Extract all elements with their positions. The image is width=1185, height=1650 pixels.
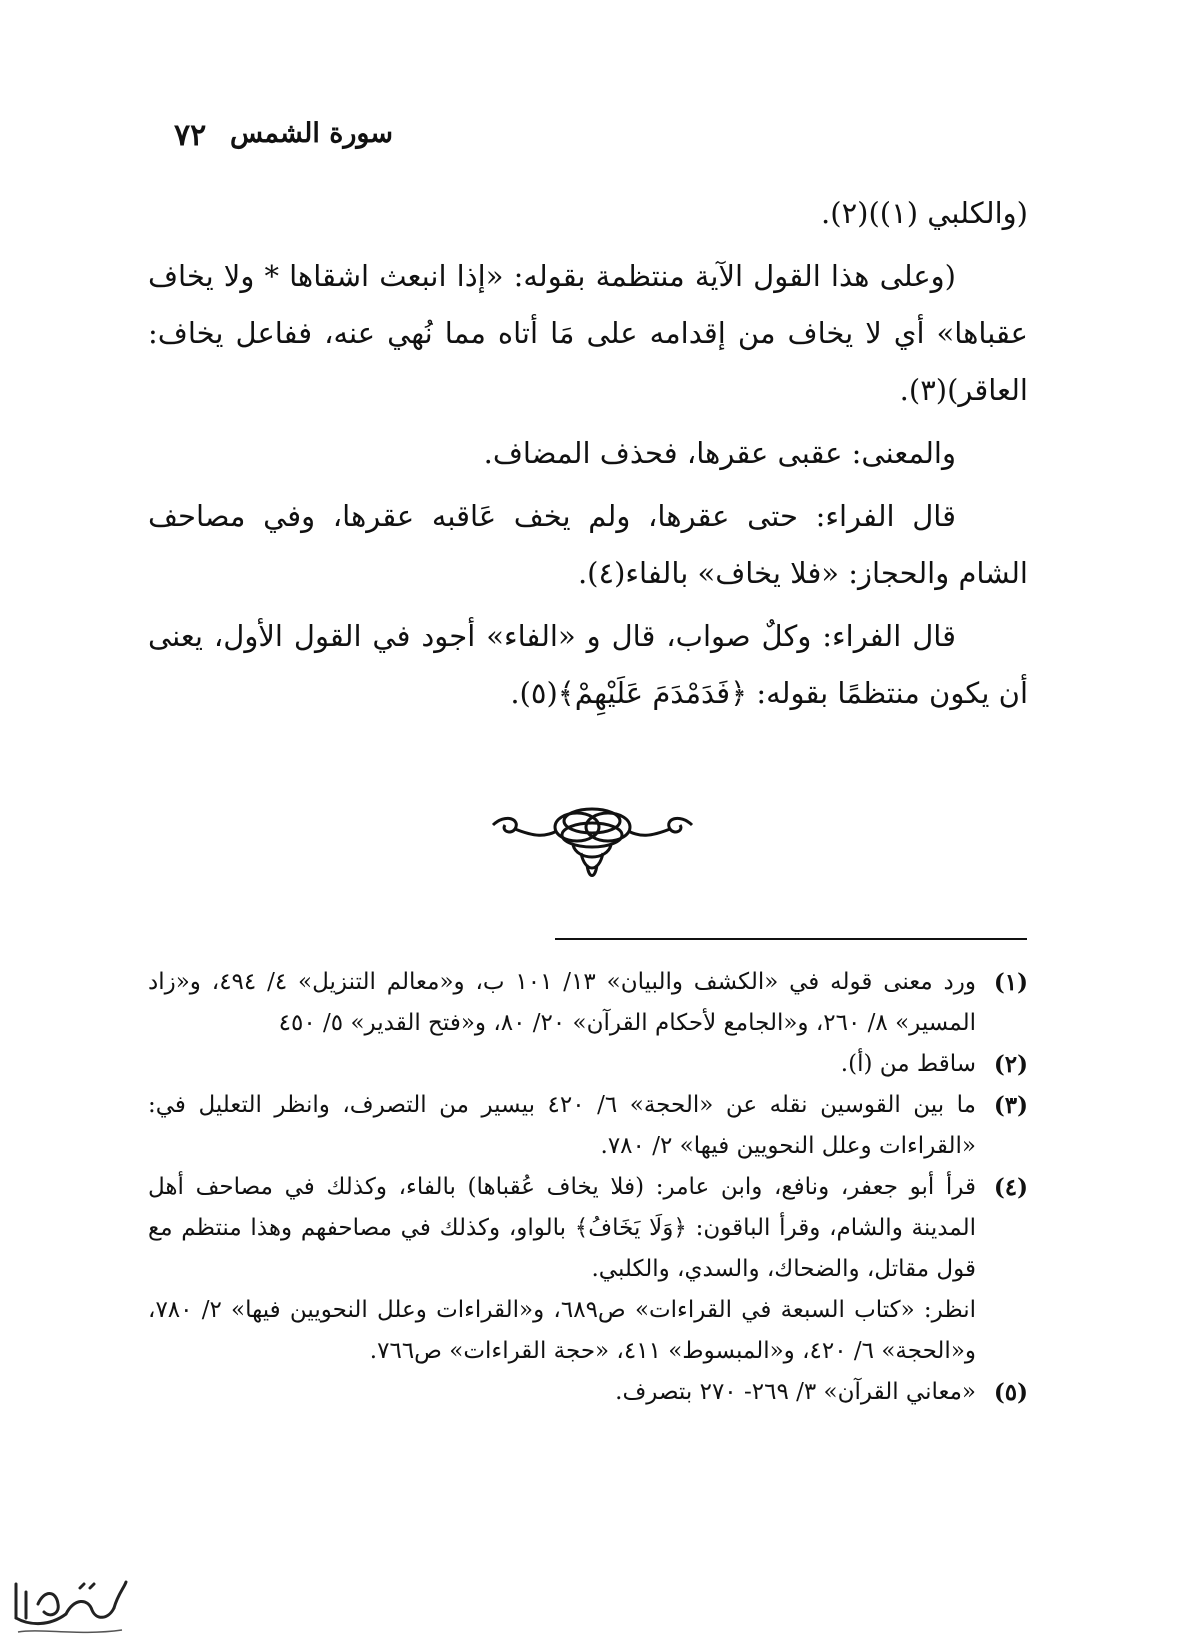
footnote-item	[148, 962, 1028, 1044]
footnote-text-block	[148, 1167, 976, 1372]
running-title: سورة الشمس	[230, 118, 394, 149]
footnote-text: ما بين القوسين نقله عن «الحجة» ٦/ ٤٢٠ بيسير من التصرف، وانظر التعليل في: «القراءات وعلل النحويين فيها» ٢/ ٧٨٠.	[148, 1092, 976, 1159]
footnote-number: (٥)	[993, 1379, 1028, 1406]
page-number: ٧٢	[174, 118, 207, 153]
paragraph: قال الفراء: حتى عقرها، ولم يخف عَاقبه عقرها، وفي مصاحف الشام والحجاز: «فلا يخاف» بالفاء(٤).	[148, 499, 1028, 590]
footnote-item	[148, 1044, 1028, 1085]
footnote-separator	[555, 938, 1027, 940]
paragraph: والمعنى: عقبى عقرها، فحذف المضاف.	[483, 436, 956, 470]
footnote-text: ورد معنى قوله في «الكشف والبيان» ١٣/ ١٠١ ب، و«معالم التنزيل» ٤/ ٤٩٤، و«زاد المسير» ٨/ ٢٦٠، و«الجامع لأحكام القرآن» ٢٠/ ٨٠، و«فتح القدير» ٥/ ٤٥٠	[148, 969, 977, 1036]
footnote-item	[148, 1085, 1028, 1167]
section-divider-ornament	[485, 795, 700, 885]
footnote-text: «معاني القرآن» ٣/ ٢٦٩- ٢٧٠ بتصرف.	[615, 1379, 976, 1405]
main-text	[148, 185, 1028, 722]
footnote-number: (٤)	[993, 1174, 1028, 1201]
footnote-number: (٣)	[993, 1092, 1028, 1119]
paragraph: قال الفراء: وكلٌ صواب، قال و «الفاء» أجود في القول الأول، يعنى أن يكون منتظمًا بقوله: ﴿فَدَمْدَمَ عَلَيْهِمْ﴾(٥).	[148, 619, 1028, 710]
footnote-text: قرأ أبو جعفر، ونافع، وابن عامر: (فلا يخاف عُقباها) بالفاء، وكذلك في مصاحف أهل المدينة والشام، وقرأ الباقون: ﴿وَلَا يَخَافُ﴾ بالواو، وكذلك في مصاحفهم وهذا منتظم مع قول مقاتل، والضحاك، والسدي، والكلبي.	[148, 1174, 976, 1282]
footnote-number: (١)	[993, 969, 1028, 996]
footnote-number: (٢)	[993, 1051, 1028, 1078]
footnotes	[148, 962, 1028, 1413]
footnote-item	[148, 1372, 1028, 1413]
footnote-text-continued: انظر: «كتاب السبعة في القراءات» ص٦٨٩، و«القراءات وعلل النحويين فيها» ٢/ ٧٨٠، و«الحجة» ٦/ ٤٢٠، و«المبسوط» ٤١١، «حجة القراءات» ص٧٦٦.	[148, 1297, 976, 1364]
paragraph: (وعلى هذا القول الآية منتظمة بقوله: «إذا انبعث اشقاها * ولا يخاف عقباها» أي لا يخاف من إقدامه على مَا أتاه مما نُهي عنه، ففاعل يخاف: العاقر)(٣).	[148, 259, 1028, 407]
footnote-item	[148, 1167, 1028, 1372]
paragraph: (والكلبي (١))(٢).	[821, 196, 1028, 230]
footnote-text: ساقط من (أ).	[840, 1051, 976, 1077]
library-stamp-logo	[10, 1574, 130, 1640]
